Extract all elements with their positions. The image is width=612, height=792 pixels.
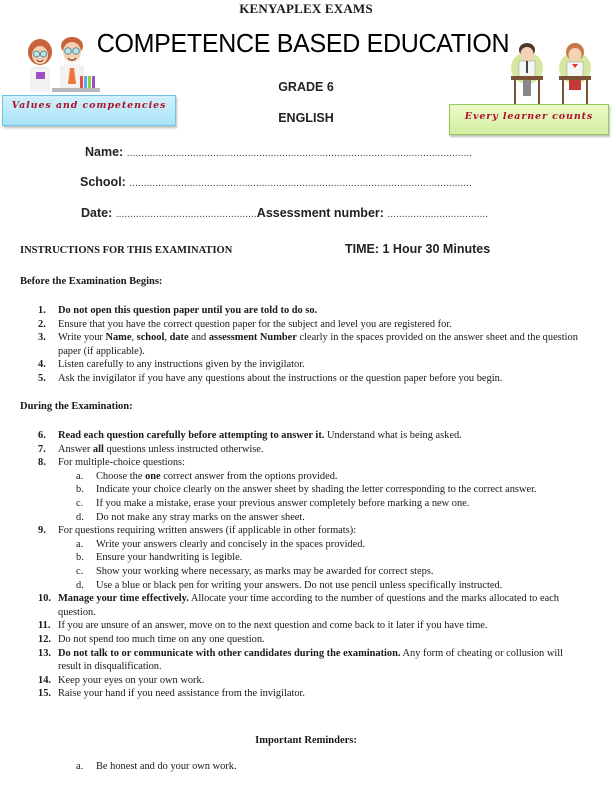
sub-item: c. If you make a mistake, erase your previous answer completely before marking a new one. (76, 497, 470, 509)
subject-label: ENGLISH (278, 111, 334, 125)
list-item: 5. Ask the invigilator if you have any questions about the instructions or the question paper before you begin. (38, 372, 503, 384)
school-field[interactable] (80, 175, 472, 189)
list-item: 4. Listen carefully to any instructions given by the invigilator. (38, 359, 305, 371)
list-item: 6. Read each question carefully before attempting to answer it. Understand what is being asked. (38, 430, 462, 441)
date-label: Date: (81, 206, 113, 220)
learner-badge: Every learner counts (449, 104, 609, 135)
list-item: 2. Ensure that you have the correct question paper for the subject and level you are registered for. (38, 318, 452, 330)
sub-item: c. Show your working where necessary, as marks may be awarded for correct steps. (76, 565, 434, 577)
list-item: 9. For questions requiring written answers (if applicable in other formats): (38, 525, 357, 537)
school-dotted-line[interactable]: ....................................................................................................................... (129, 178, 472, 189)
list-item: 11. If you are unsure of an answer, move on to the next question and come back to it later if you have time. (38, 620, 488, 632)
sub-item: b. Indicate your choice clearly on the answer sheet by shading the letter corresponding to the correct answer. (76, 484, 537, 496)
list-item: 14. Keep your eyes on your own work. (38, 674, 205, 686)
list-item: 3. Write your Name, school, date and assessment Number clearly in the spaces provided on the answer sheet and the question paper (if applicable). (38, 332, 578, 357)
school-label: School: (80, 175, 126, 189)
before-exam-list (0, 304, 612, 386)
grade-label: GRADE 6 (278, 80, 334, 94)
sub-item: d. Do not make any stray marks on the answer sheet. (76, 511, 305, 523)
assessment-number-label: Assessment number: (256, 206, 384, 220)
reminder-item: a. Be honest and do your own work. (76, 761, 237, 772)
page-title: COMPETENCE BASED EDUCATION (96, 30, 510, 58)
list-item: 13. Do not talk to or communicate with other candidates during the examination. Any form of cheating or collusion will result in disqualification. (38, 647, 563, 673)
sub-item: d. Use a blue or black pen for writing your answers. Do not use pencil unless specifically instructed. (76, 579, 503, 591)
list-item: 15. Raise your hand if you need assistance from the invigilator. (38, 688, 306, 700)
name-label: Name: (85, 145, 124, 159)
sub-item: b. Ensure your handwriting is legible. (76, 552, 243, 564)
name-dotted-line[interactable]: ........................................................................................................................ (126, 148, 473, 159)
list-item: 7. Answer all questions unless instructed otherwise. (38, 443, 264, 455)
org-title: KENYAPLEX EXAMS (239, 1, 373, 16)
list-item: 10. Manage your time effectively. Allocate your time according to the number of questions and the marks allocated to each question. (38, 593, 560, 618)
date-assessment-field[interactable] (81, 206, 488, 220)
name-field[interactable] (85, 145, 472, 159)
assessment-number-dotted-line[interactable]: ................................... (387, 209, 489, 220)
during-exam-heading: During the Examination: (20, 401, 133, 412)
values-badge: Values and competencies (2, 95, 176, 126)
before-exam-heading: Before the Examination Begins: (20, 276, 163, 287)
list-item: 12. Do not spend too much time on any one question. (38, 633, 265, 645)
during-exam-list (0, 429, 612, 701)
students-at-desks-illustration (505, 38, 600, 108)
sub-item: a. Write your answers clearly and concisely in the spaces provided. (76, 538, 366, 550)
exam-time: TIME: 1 Hour 30 Minutes (345, 242, 491, 256)
sub-item: a. Choose the one correct answer from the options provided. (76, 470, 338, 482)
list-item: 1. Do not open this question paper until you are told to do so. (38, 305, 318, 316)
list-item: 8. For multiple-choice questions: (38, 457, 185, 469)
date-dotted-line[interactable]: ................................................. (115, 209, 257, 220)
instructions-title: INSTRUCTIONS FOR THIS EXAMINATION (20, 245, 233, 256)
important-reminders-heading: Important Reminders: (255, 735, 357, 746)
